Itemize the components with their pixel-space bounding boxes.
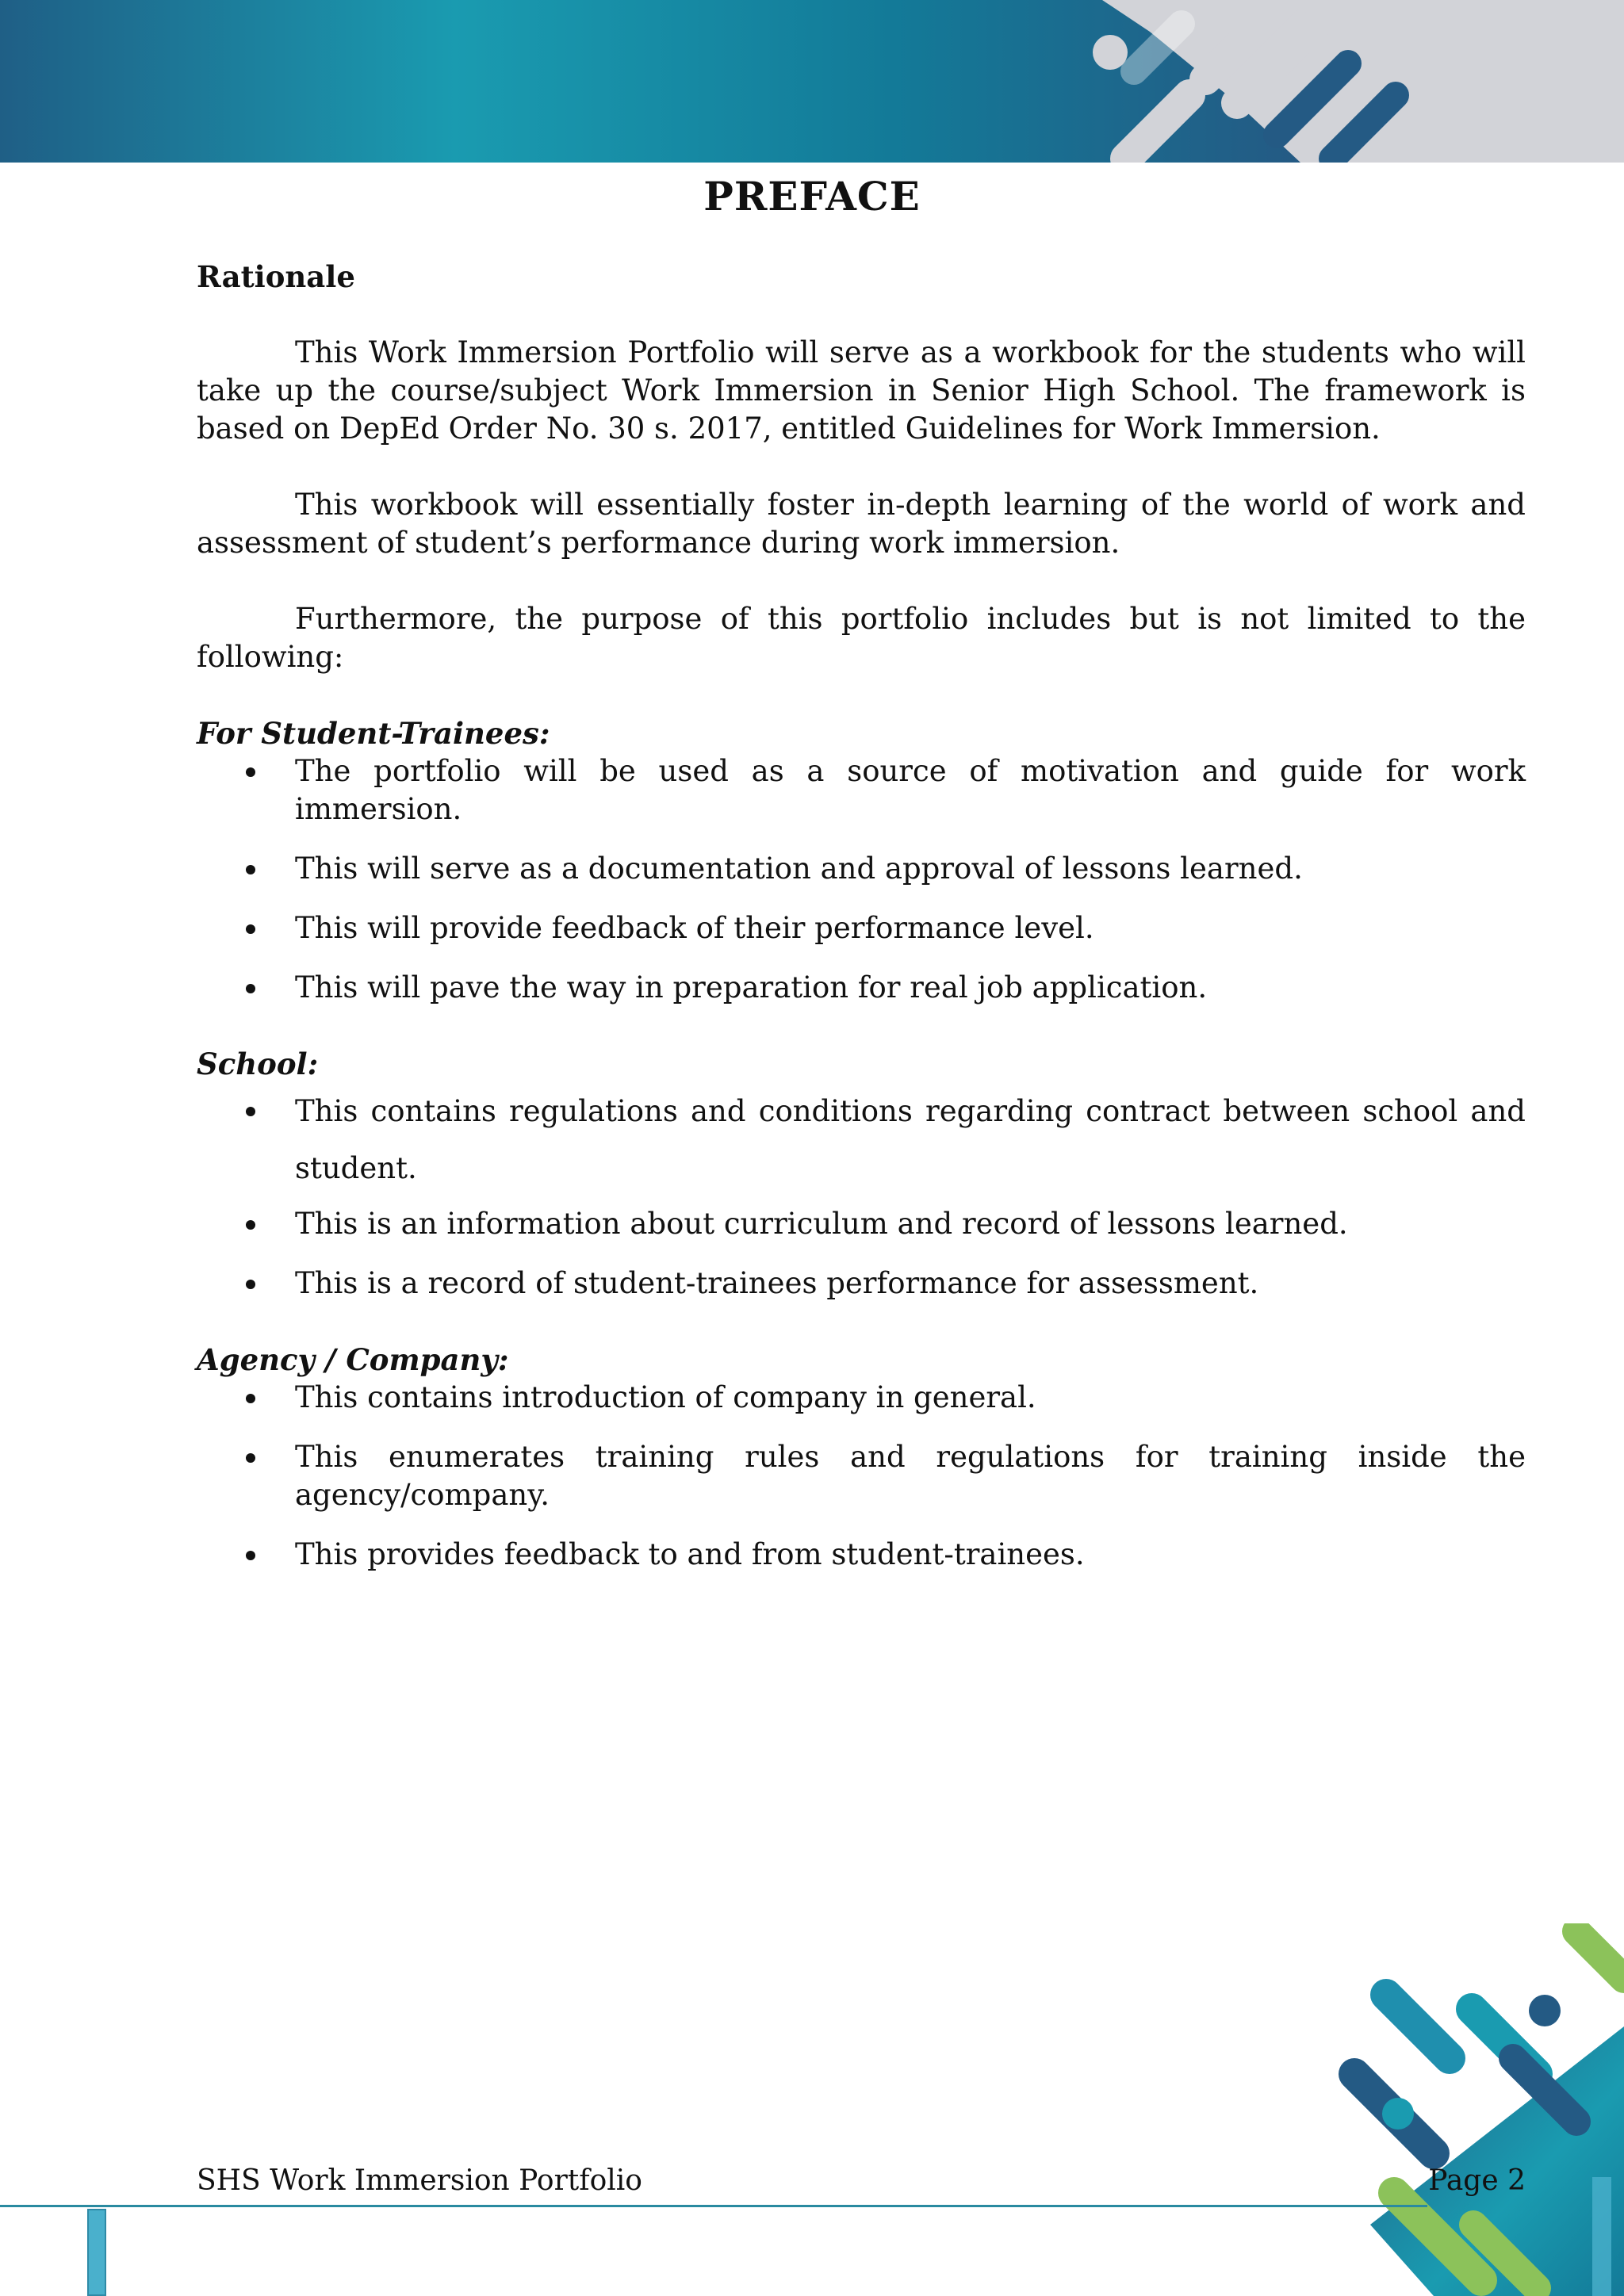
bullet-icon xyxy=(246,1551,255,1560)
agency-company-heading: Agency / Company: xyxy=(197,1342,509,1377)
student-trainees-heading: For Student-Trainees: xyxy=(197,716,550,751)
bullet-icon xyxy=(246,1453,255,1463)
agency-company-list xyxy=(197,1379,1526,1574)
student-trainees-list xyxy=(197,752,1526,1007)
rationale-paragraph-2: This workbook will essentially foster in-depth learning of the world of work and assessment of student’s performance during work immersion. xyxy=(197,488,1526,560)
list-item: This is a record of student-trainees performance for assessment. xyxy=(197,1265,1526,1303)
bullet-icon xyxy=(246,767,255,777)
school-list xyxy=(197,1083,1526,1303)
list-item: This provides feedback to and from student-trainees. xyxy=(197,1536,1526,1574)
school-heading: School: xyxy=(197,1047,319,1081)
list-item: This enumerates training rules and regulations for training inside the agency/company. xyxy=(197,1438,1526,1514)
bullet-icon xyxy=(246,1280,255,1289)
bullet-icon xyxy=(246,984,255,993)
list-item: This is an information about curriculum and record of lessons learned. xyxy=(197,1205,1526,1243)
footer-tab-marker xyxy=(87,2209,106,2296)
bullet-icon xyxy=(246,865,255,874)
header-banner xyxy=(0,0,1624,163)
bullet-icon xyxy=(246,1220,255,1230)
list-item: The portfolio will be used as a source of motivation and guide for work immersion. xyxy=(197,752,1526,828)
footer-rule xyxy=(0,2205,1427,2207)
document-body xyxy=(197,258,1526,1612)
list-item: This contains introduction of company in general. xyxy=(197,1379,1526,1417)
list-item: This will pave the way in preparation for real job application. xyxy=(197,969,1526,1007)
list-item: This will serve as a documentation and approval of lessons learned. xyxy=(197,850,1526,888)
rationale-paragraph-3: Furthermore, the purpose of this portfolio includes but is not limited to the following: xyxy=(197,602,1526,674)
page-title: PREFACE xyxy=(703,173,921,220)
list-item: This will provide feedback of their performance level. xyxy=(197,909,1526,947)
footer-page-number: Page 2 xyxy=(1428,2164,1526,2197)
bullet-icon xyxy=(246,1394,255,1403)
list-item: This contains regulations and conditions regarding contract between school and student. xyxy=(197,1083,1526,1197)
footer-decoration xyxy=(1275,1923,1624,2296)
rationale-heading: Rationale xyxy=(197,259,355,294)
bullet-icon xyxy=(246,924,255,934)
rationale-paragraph-1: This Work Immersion Portfolio will serve as a workbook for the students who will take up the course/subject Work Immersion in Senior High School. The framework is based on DepEd Order No. 30 s. 2017, entitled Guidelines for Work Immersion. xyxy=(197,335,1526,446)
bullet-icon xyxy=(246,1107,255,1116)
footer-document-title: SHS Work Immersion Portfolio xyxy=(197,2164,642,2197)
